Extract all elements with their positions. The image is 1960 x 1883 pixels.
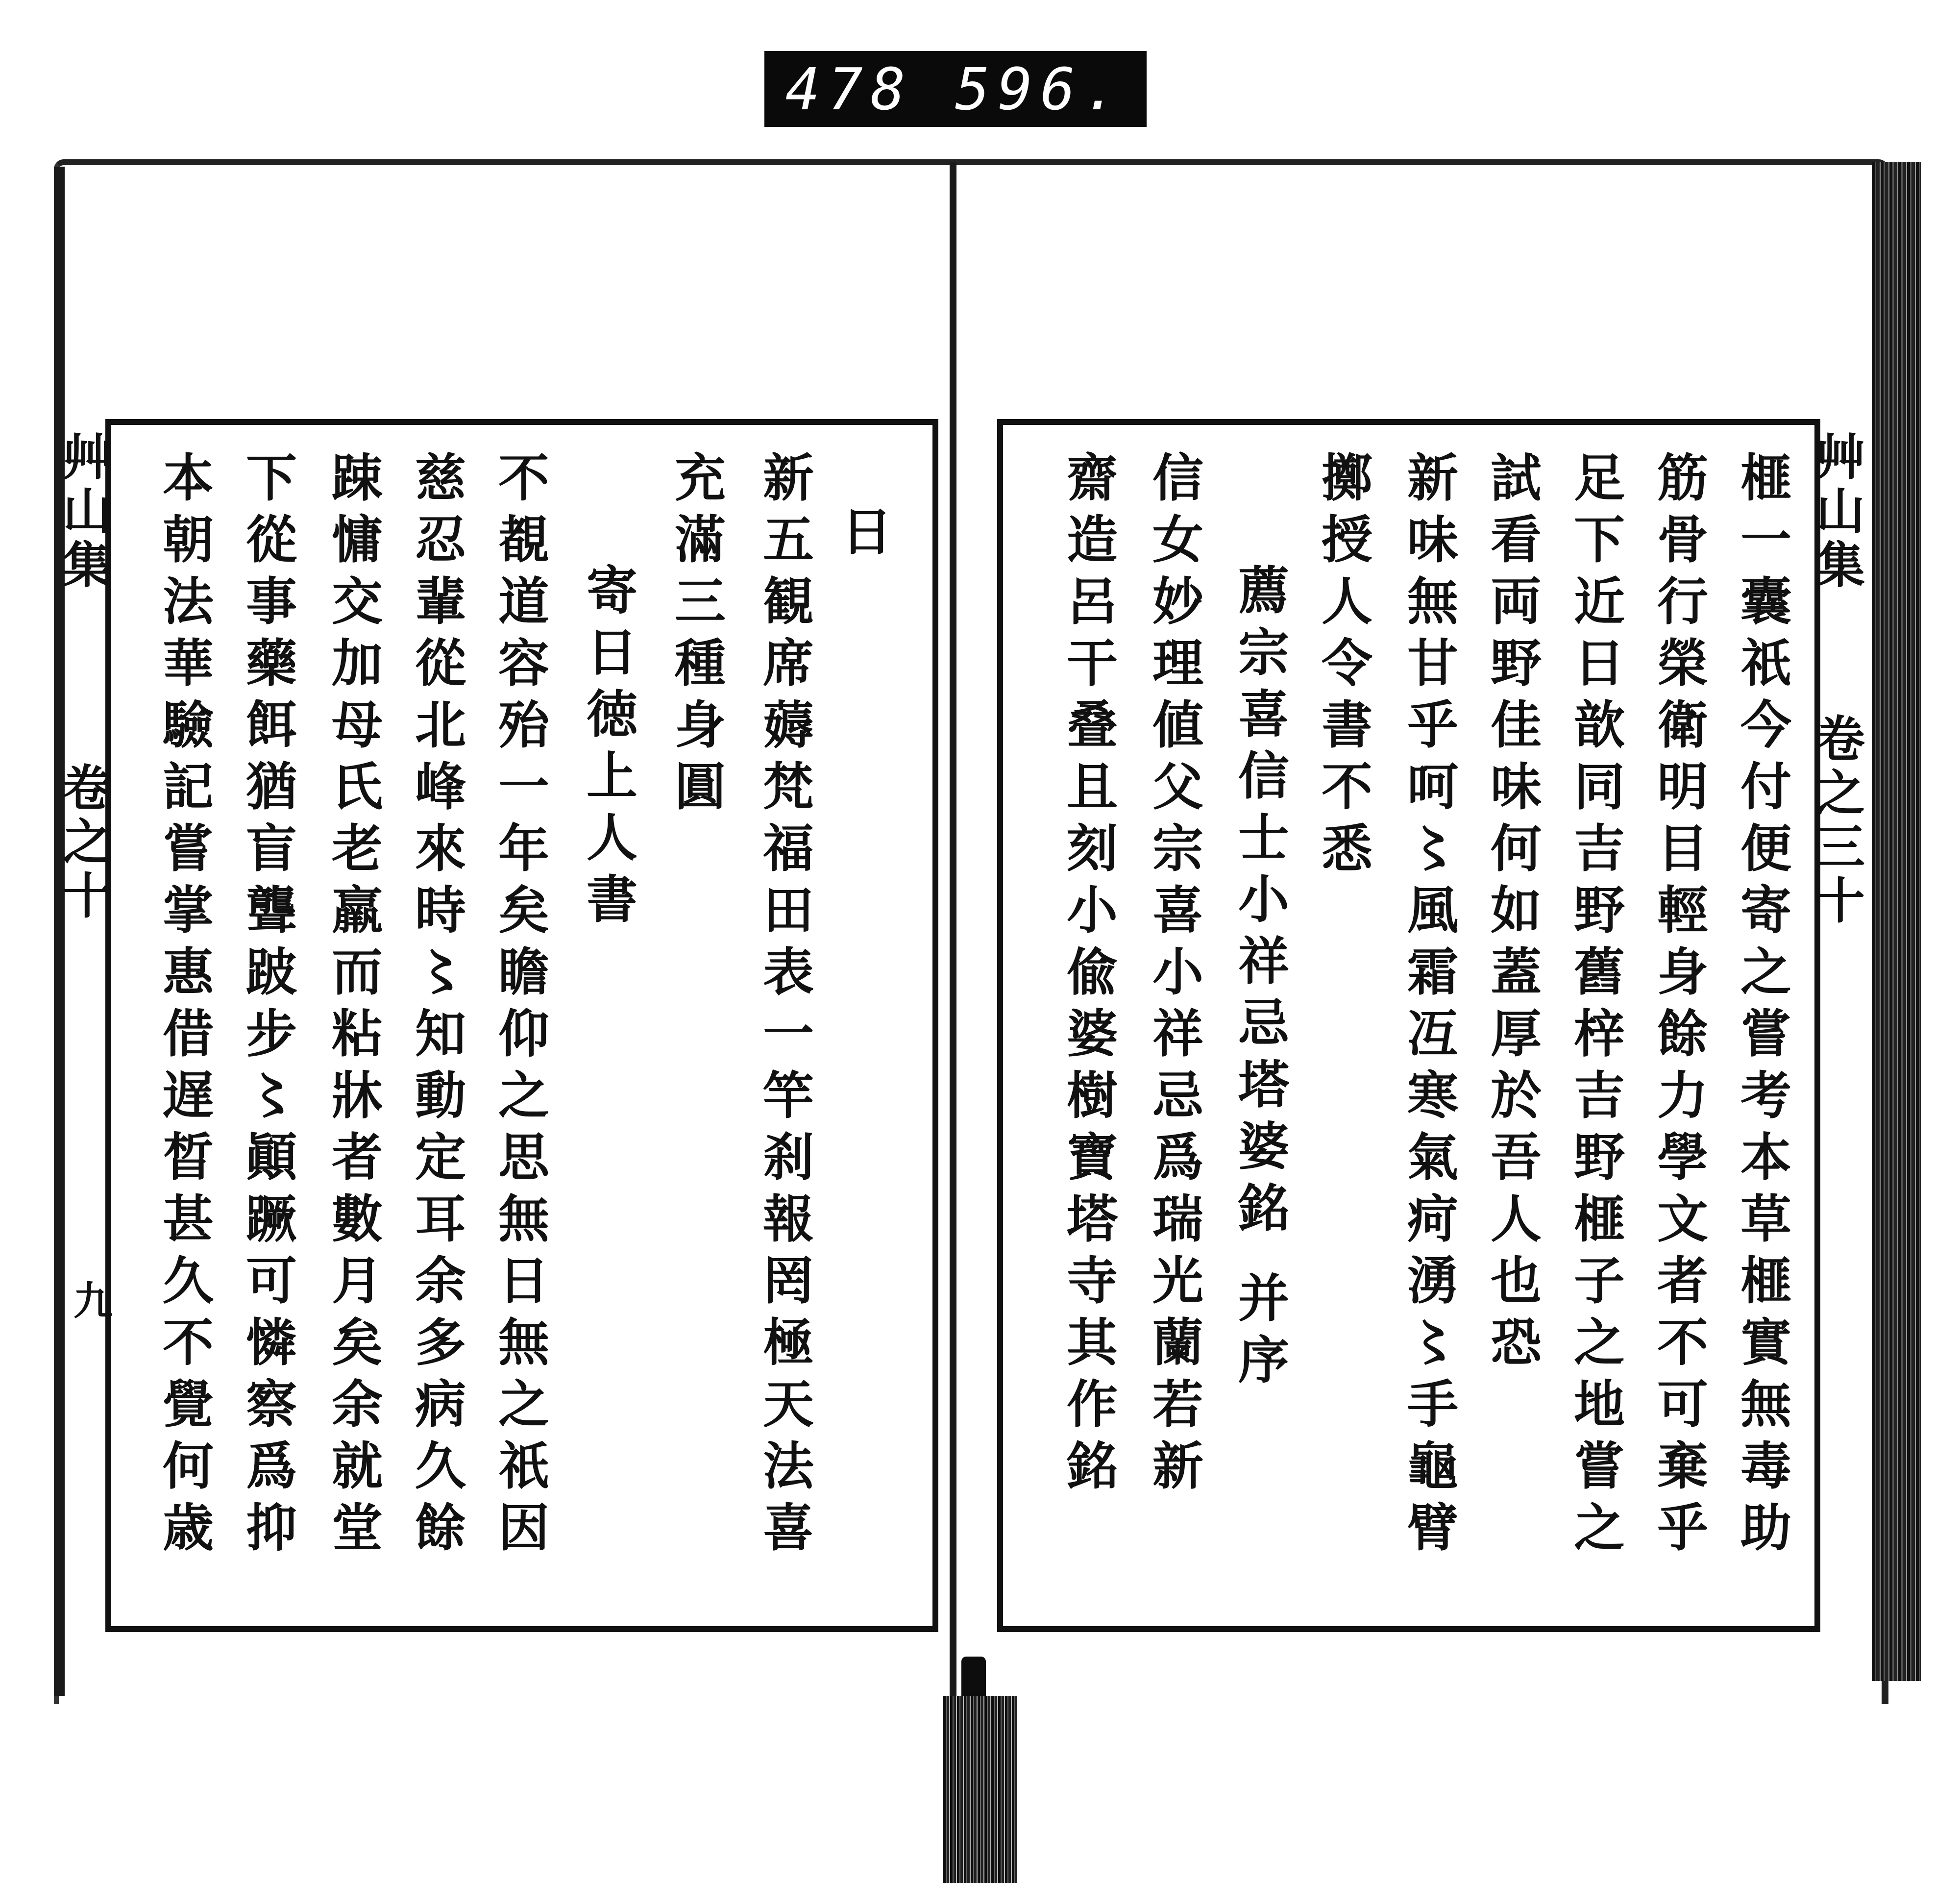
bookmark-tassel [943,1696,1017,1883]
left-col-3: 充滿三種身圓 [666,451,726,821]
right-col-2: 筋骨行榮衛明目輕身餘力學文者不可棄乎 [1648,451,1709,1562]
left-page-edge [54,167,65,1696]
right-col-9: 齋造呂干叠且刻小偸婆樹寶塔寺其作銘 [1058,451,1118,1501]
left-margin-book-title: 艸山集 [54,431,112,593]
right-margin-volume: 卷之三十 [1808,713,1865,929]
right-col-4: 試看両野佳味何如蓋厚於吾人也恐 [1482,451,1542,1377]
right-margin-title [1808,431,1872,1412]
left-col-7: 踈慵交加母氏老羸而粘牀者數月矣余就堂 [323,451,383,1562]
label-left-number: 478 [785,55,913,123]
left-col-5: 不覩道容殆一年矣瞻仰之思無日無之祇因 [490,451,550,1562]
archive-label [764,51,1147,127]
right-col-1: 榧一囊祇今付便寄之嘗考本草榧實無毒助 [1732,451,1792,1562]
right-margin-book-title: 艸山集 [1808,431,1865,593]
right-col-5: 新味無甘乎呵〻風霜冱寒氣疴湧〻手龜臂 [1398,451,1459,1562]
right-col-6: 擲授人令書不悉 [1313,451,1373,883]
book-gutter [950,162,956,1701]
left-col-8: 下從事藥餌猶盲聾跛步〻顚蹶可憐察爲抑 [237,451,297,1562]
left-col-6: 慈忍輩從北峰來時〻知動定耳余多病久餘 [406,451,466,1562]
right-col-3: 足下近日歆同吉野舊梓吉野榧子之地嘗之 [1565,451,1625,1562]
left-col-4-heading: 寄日徳上人書 [578,564,638,934]
right-page-edge [1872,162,1921,1681]
right-col-7-heading: 薦宗喜信士小祥忌塔婆銘 并序 [1229,564,1290,1395]
left-col-9: 本朝法華驗記嘗掌惠借遅晳甚久不覺何歳 [154,451,214,1562]
bookmark-knot [961,1657,986,1701]
left-col-2: 新五観席薅梵福田表一竿刹報罔極天法喜 [754,451,814,1562]
left-folio-number: 九 [74,1278,113,1324]
right-col-8: 信女妙理値父宗喜小祥忌爲瑞光蘭若新 [1144,451,1204,1501]
left-col-1: 日 [833,505,893,567]
label-right-number: 596. [955,55,1126,123]
left-margin-volume: 卷之十 [54,762,112,924]
